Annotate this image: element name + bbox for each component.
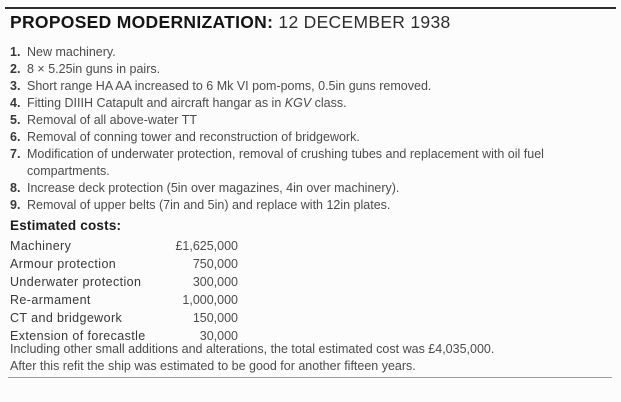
list-item-text [27,96,347,110]
cost-label: Extension of forecastle [10,329,146,343]
list-item-number: 1. [10,45,21,59]
list-item-6 [10,129,588,146]
cost-row-ct-and-bridgework [10,309,238,327]
cost-amount: 150,000 [192,311,238,325]
list-item-number: 3. [10,79,21,93]
list-item-text-before: Fitting DIIIH Catapult and aircraft hangar as in [27,96,285,110]
list-item-text: Modification of underwater protection, removal of crushing tubes and replacement with oil fuel compartments. [27,147,544,178]
list-item-text: Removal of upper belts (7in and 5in) and replace with 12in plates. [27,198,391,212]
costs-table [10,237,238,345]
cost-amount: £1,625,000 [175,239,238,253]
list-item-2 [10,61,588,78]
list-item-4 [10,95,588,112]
cost-amount: 750,000 [192,257,238,271]
list-item-text: 8 × 5.25in guns in pairs. [27,62,161,76]
cost-amount: 1,000,000 [182,293,238,307]
list-item-text: Removal of all above-water TT [27,113,197,127]
list-item-number: 5. [10,113,21,127]
list-item-8 [10,180,588,197]
list-item-1 [10,44,588,61]
cost-row-machinery [10,237,238,255]
cost-label: Armour protection [10,257,117,271]
page-title-heading: PROPOSED MODERNIZATION: [10,12,274,32]
cost-label: Re-armament [10,293,91,307]
cost-amount: 300,000 [192,275,238,289]
list-item-text: Increase deck protection (5in over magazines, 4in over machinery). [27,181,400,195]
footer-line-1: Including other small additions and alterations, the total estimated cost was £4,035,000. [10,342,495,356]
list-item-number: 7. [10,147,21,161]
bottom-rule [8,377,612,378]
page-title [10,12,451,33]
top-rule [5,7,616,9]
ship-class-italic: KGV [284,96,312,110]
page-title-date: 12 DECEMBER 1938 [278,12,451,32]
list-item-number: 9. [10,198,21,212]
list-item-text: Removal of conning tower and reconstruction of bridgework. [27,130,360,144]
list-item-3 [10,78,588,95]
cost-label: Machinery [10,239,72,253]
costs-heading: Estimated costs: [10,218,122,233]
list-item-number: 2. [10,62,21,76]
list-item-7 [10,146,588,180]
list-item-5 [10,112,588,129]
list-item-9 [10,197,588,214]
list-item-text: New machinery. [27,45,116,59]
cost-row-re-armament [10,291,238,309]
list-item-text: Short range HA AA increased to 6 Mk VI pom-poms, 0.5in guns removed. [27,79,432,93]
list-item-number: 8. [10,181,21,195]
modernization-list [10,44,588,214]
cost-row-underwater-protection [10,273,238,291]
list-item-text-after: class. [311,96,347,110]
list-item-number: 6. [10,130,21,144]
cost-label: Underwater protection [10,275,142,289]
cost-label: CT and bridgework [10,311,123,325]
list-item-number: 4. [10,96,21,110]
cost-row-armour-protection [10,255,238,273]
cost-amount: 30,000 [199,329,238,343]
footer-text [10,341,610,375]
footer-line-2: After this refit the ship was estimated to be good for another fifteen years. [10,359,416,373]
